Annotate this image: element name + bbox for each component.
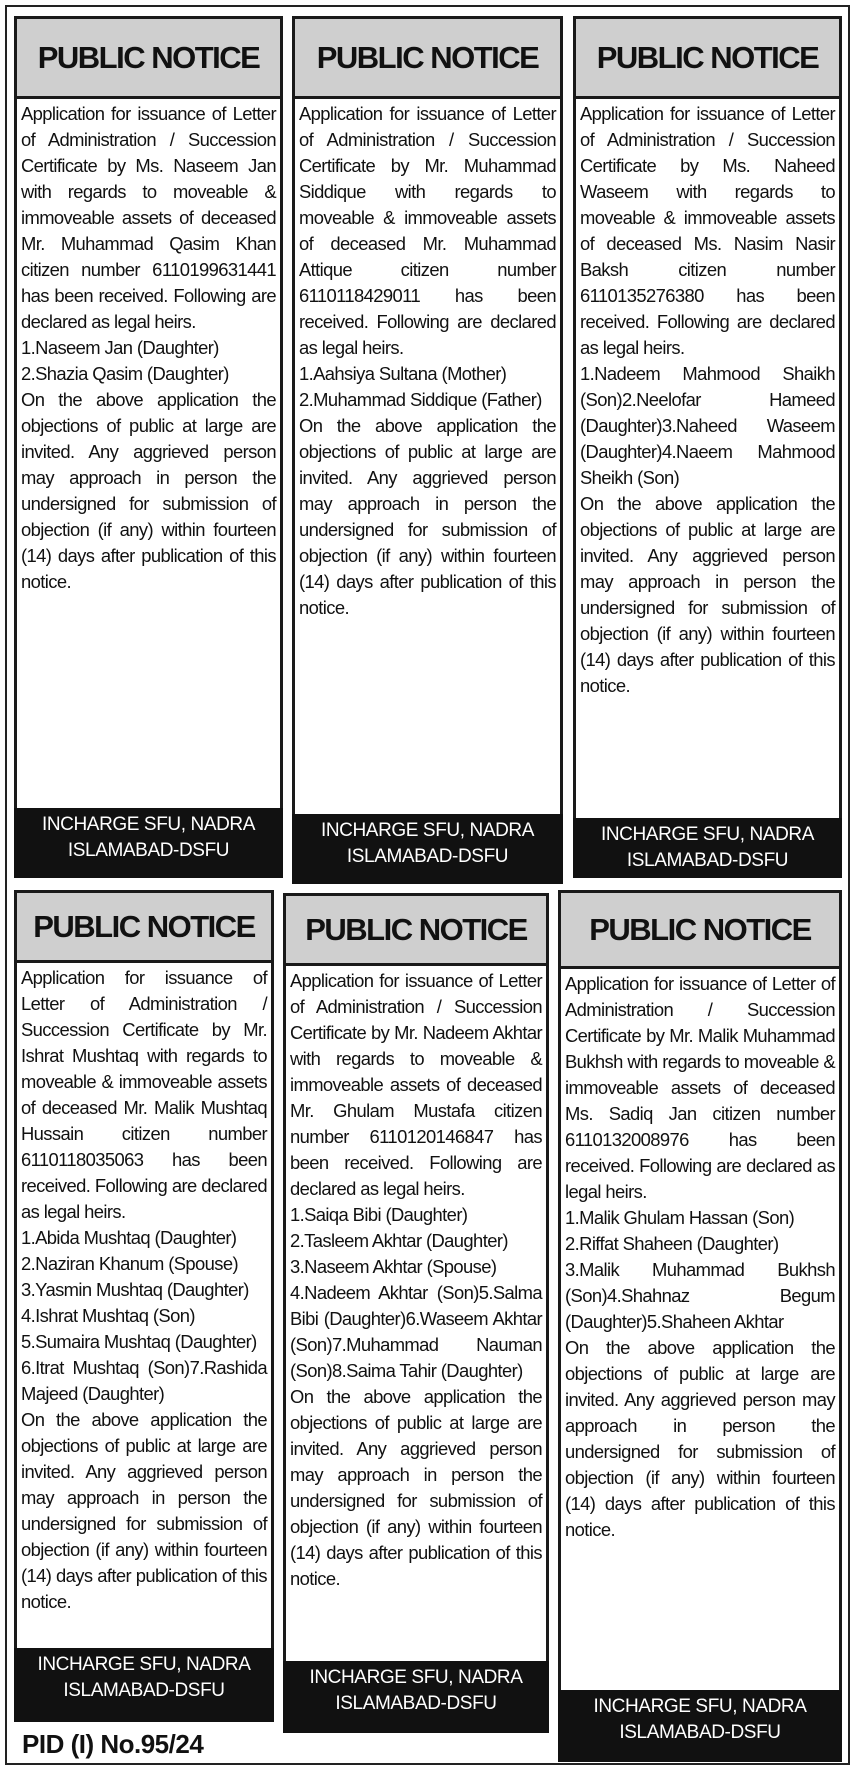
- public-notice-6: [558, 890, 842, 1762]
- heir-item: 3.Yasmin Mushtaq (Daughter): [21, 1279, 249, 1300]
- footer-location: ISLAMABAD-DSFU: [626, 850, 789, 871]
- notice-footer: [558, 1690, 842, 1762]
- heir-item: 2.Shazia Qasim (Daughter): [21, 363, 229, 384]
- notice-title: PUBLIC NOTICE: [561, 893, 839, 969]
- public-notice-5: [283, 893, 549, 1733]
- heir-item: 5.Sumaira Mushtaq (Daughter): [21, 1331, 257, 1352]
- heir-item: 1.Malik Ghulam Hassan (Son): [565, 1207, 795, 1228]
- notice-intro: Application for issuance of Letter of Administration / Succession Certificate by Mr. Malik Muhammad Bukhsh with regards to moveable & immoveable assets of deceased Ms. Sadiq Jan citizen number 6110132008976 has been received. Following are declared as legal heirs.: [565, 973, 835, 1202]
- footer-location: ISLAMABAD-DSFU: [346, 846, 509, 867]
- notice-footer: [283, 1661, 549, 1733]
- footer-office: INCHARGE SFU, NADRA: [593, 1696, 807, 1717]
- footer-office: INCHARGE SFU, NADRA: [37, 1654, 251, 1675]
- footer-office: INCHARGE SFU, NADRA: [320, 820, 535, 841]
- notice-title: PUBLIC NOTICE: [295, 19, 560, 99]
- notice-intro: Application for issuance of Letter of Administration / Succession Certificate by Ms. Naseem Jan with regards to moveable & immoveable assets of deceased Mr. Muhammad Qasim Khan citizen number 6110199631441 has been received. Following are declared as legal heirs.: [21, 103, 276, 332]
- heir-item: 1.Abida Mushtaq (Daughter): [21, 1227, 237, 1248]
- public-notice-1: [14, 16, 283, 878]
- notice-footer: [573, 818, 842, 878]
- notice-title: PUBLIC NOTICE: [17, 893, 271, 963]
- notice-closing: On the above application the objections of public at large are invited. Any aggrieved person may approach in person the undersigned for submission of objection (if any) within fourteen (14) days after publication of this notice.: [21, 389, 276, 592]
- public-notice-3: [573, 16, 842, 878]
- notice-closing: On the above application the objections of public at large are invited. Any aggrieved person may approach in person the undersigned for submission of objection (if any) within fourteen (14) days after publication of this notice.: [21, 1409, 267, 1612]
- notice-closing: On the above application the objections of public at large are invited. Any aggrieved person may approach in person the undersigned for submission of objection (if any) within fourteen (14) days after publication of this notice.: [565, 1337, 835, 1540]
- notice-intro: Application for issuance of Letter of Administration / Succession Certificate by Ms. Naheed Waseem with regards to moveable & immoveable assets of deceased Ms. Nasim Nasir Baksh citizen number 6110135276380 has been received. Following are declared as legal heirs.: [580, 103, 835, 358]
- heir-item: 2.Riffat Shaheen (Daughter): [565, 1233, 779, 1254]
- notice-footer: [14, 808, 283, 878]
- heir-item: 6.Itrat Mushtaq (Son)7.Rashida Majeed (Daughter): [21, 1357, 267, 1404]
- heir-item: 3.Naseem Akhtar (Spouse): [290, 1256, 497, 1277]
- heir-item: 4.Nadeem Akhtar (Son)5.Salma Bibi (Daughter)6.Waseem Akhtar (Son)7.Muhammad Nauman (Son)8.Saima Tahir (Daughter): [290, 1282, 542, 1381]
- footer-office: INCHARGE SFU, NADRA: [600, 824, 815, 845]
- notice-title: PUBLIC NOTICE: [286, 896, 546, 966]
- heir-item: 1.Aahsiya Sultana (Mother): [299, 363, 507, 384]
- pid-number: PID (I) No.95/24: [22, 1729, 204, 1759]
- footer-location: ISLAMABAD-DSFU: [63, 1680, 225, 1701]
- notice-body: [286, 966, 546, 1592]
- public-notice-4: [14, 890, 274, 1722]
- footer-location: ISLAMABAD-DSFU: [335, 1693, 497, 1714]
- notice-title: PUBLIC NOTICE: [17, 19, 280, 99]
- notice-footer: [14, 1648, 274, 1722]
- heir-item: 2.Naziran Khanum (Spouse): [21, 1253, 239, 1274]
- notice-body: [17, 963, 271, 1615]
- footer-office: INCHARGE SFU, NADRA: [309, 1667, 523, 1688]
- heir-item: 1.Naseem Jan (Daughter): [21, 337, 219, 358]
- heir-item: 1.Saiqa Bibi (Daughter): [290, 1204, 468, 1225]
- notice-title: PUBLIC NOTICE: [576, 19, 839, 99]
- notice-footer: [292, 814, 563, 884]
- heir-item: 1.Nadeem Mahmood Shaikh (Son)2.Neelofar Hameed (Daughter)3.Naheed Waseem (Daughter)4.Naeem Mahmood Sheikh (Son): [580, 363, 835, 488]
- heir-item: 3.Malik Muhammad Bukhsh (Son)4.Shahnaz Begum (Daughter)5.Shaheen Akhtar: [565, 1259, 835, 1332]
- footer-office: INCHARGE SFU, NADRA: [41, 814, 256, 835]
- notice-body: [561, 969, 839, 1543]
- notice-intro: Application for issuance of Letter of Administration / Succession Certificate by Mr. Muhammad Siddique with regards to moveable & immoveable assets of deceased Mr. Muhammad Attique citizen number 6110118429011 has been received. Following are declared as legal heirs.: [299, 103, 556, 358]
- footer-location: ISLAMABAD-DSFU: [619, 1722, 781, 1743]
- heir-item: 2.Muhammad Siddique (Father): [299, 389, 542, 410]
- notice-body: [295, 99, 560, 621]
- heir-item: 2.Tasleem Akhtar (Daughter): [290, 1230, 508, 1251]
- notice-closing: On the above application the objections of public at large are invited. Any aggrieved person may approach in person the undersigned for submission of objection (if any) within fourteen (14) days after publication of this notice.: [580, 493, 835, 696]
- notice-intro: Application for issuance of Letter of Administration / Succession Certificate by Mr. Ishrat Mushtaq with regards to moveable & immoveable assets of deceased Mr. Malik Mushtaq Hussain citizen number 6110118035063 has been received. Following are declared as legal heirs.: [21, 967, 267, 1222]
- public-notice-2: [292, 16, 563, 884]
- footer-location: ISLAMABAD-DSFU: [67, 840, 230, 861]
- notice-intro: Application for issuance of Letter of Administration / Succession Certificate by Mr. Nadeem Akhtar with regards to moveable & immoveable assets of deceased Mr. Ghulam Mustafa citizen number 6110120146847 has been received. Following are declared as legal heirs.: [290, 970, 542, 1199]
- notice-body: [576, 99, 839, 699]
- notice-closing: On the above application the objections of public at large are invited. Any aggrieved person may approach in person the undersigned for submission of objection (if any) within fourteen (14) days after publication of this notice.: [299, 415, 556, 618]
- notice-body: [17, 99, 280, 595]
- notice-closing: On the above application the objections of public at large are invited. Any aggrieved person may approach in person the undersigned for submission of objection (if any) within fourteen (14) days after publication of this notice.: [290, 1386, 542, 1589]
- heir-item: 4.Ishrat Mushtaq (Son): [21, 1305, 195, 1326]
